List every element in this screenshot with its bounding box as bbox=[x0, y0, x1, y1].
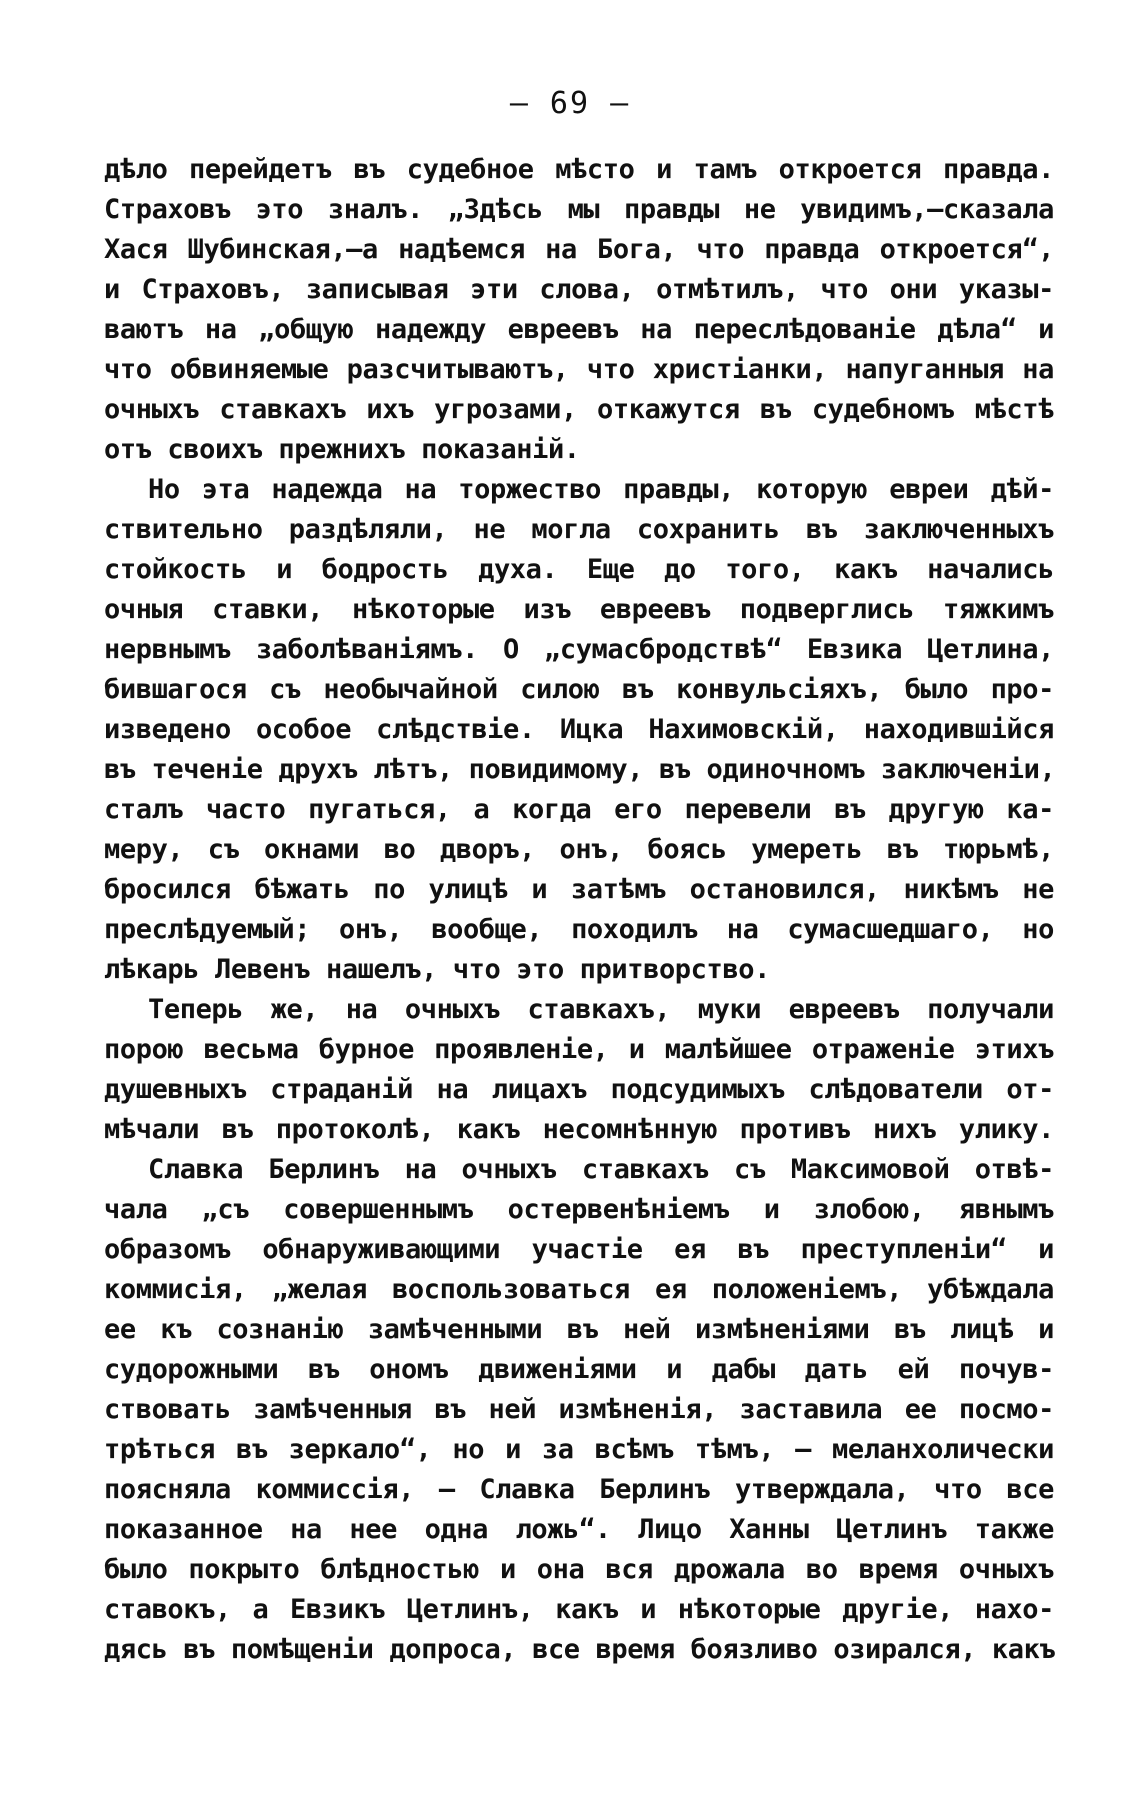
text-line: бросился бѣжать по улицѣ и затѣмъ остановился, никѣмъ не bbox=[104, 874, 1054, 905]
text-line: изведено особое слѣдствіе. Ицка Нахимовскій, находившійся bbox=[104, 714, 1054, 745]
text-line: очныхъ ставкахъ ихъ угрозами, откажутся въ судебномъ мѣстѣ bbox=[104, 394, 1054, 425]
text-line: сталъ часто пугаться, а когда его перевели въ другую ка- bbox=[104, 794, 1054, 825]
text-line: отъ своихъ прежнихъ показаній. bbox=[104, 434, 580, 465]
text-line: поясняла коммиссія, — Славка Берлинъ утверждала, что все bbox=[104, 1474, 1054, 1505]
text-line: дясь въ помѣщеніи допроса, все время боязливо озирался, какъ bbox=[104, 1634, 1056, 1665]
text-line: душевныхъ страданій на лицахъ подсудимыхъ слѣдователи от- bbox=[104, 1074, 1054, 1105]
text-line: коммисія, „желая воспользоваться ея положеніемъ, убѣждала bbox=[104, 1274, 1054, 1305]
text-line: дѣло перейдетъ въ судебное мѣсто и тамъ откроется правда. bbox=[104, 154, 1054, 185]
text-line: Но эта надежда на торжество правды, которую евреи дѣй- bbox=[148, 474, 1054, 505]
text-line: образомъ обнаруживающими участіе ея въ преступленіи“ и bbox=[104, 1234, 1054, 1265]
text-line: Страховъ это зналъ. „Здѣсь мы правды не увидимъ,—сказала bbox=[104, 194, 1054, 225]
text-line: Славка Берлинъ на очныхъ ставкахъ съ Максимовой отвѣ- bbox=[148, 1154, 1054, 1185]
text-line: мѣчали въ протоколѣ, какъ несомнѣнную противъ нихъ улику. bbox=[104, 1114, 1054, 1145]
text-line: ставокъ, а Евзикъ Цетлинъ, какъ и нѣкоторые другіе, нахо- bbox=[104, 1594, 1054, 1625]
text-line: чала „съ совершеннымъ остервенѣніемъ и злобою, явнымъ bbox=[104, 1194, 1054, 1225]
text-line: показанное на нее одна ложь“. Лицо Ханны Цетлинъ также bbox=[104, 1514, 1054, 1545]
text-line: преслѣдуемый; онъ, вообще, походилъ на сумасшедшаго, но bbox=[104, 914, 1054, 945]
text-line: ее къ сознанію замѣченными въ ней измѣненіями въ лицѣ и bbox=[104, 1314, 1054, 1345]
text-line: порою весьма бурное проявленіе, и малѣйшее отраженіе этихъ bbox=[104, 1034, 1054, 1065]
text-line: и Страховъ, записывая эти слова, отмѣтилъ, что они указы- bbox=[104, 274, 1054, 305]
text-line: ваютъ на „общую надежду евреевъ на переслѣдованіе дѣла“ и bbox=[104, 314, 1054, 345]
text-line: Теперь же, на очныхъ ставкахъ, муки евреевъ получали bbox=[148, 994, 1054, 1025]
text-line: меру, съ окнами во дворъ, онъ, боясь умереть въ тюрьмѣ, bbox=[104, 834, 1054, 865]
body-text bbox=[104, 150, 1054, 1670]
text-line: трѣться въ зеркало“, но и за всѣмъ тѣмъ, — меланхолически bbox=[104, 1434, 1054, 1465]
text-line: очныя ставки, нѣкоторые изъ евреевъ подверглись тяжкимъ bbox=[104, 594, 1054, 625]
text-line: было покрыто блѣдностью и она вся дрожала во время очныхъ bbox=[104, 1554, 1054, 1585]
text-line: стойкость и бодрость духа. Еще до того, какъ начались bbox=[104, 554, 1054, 585]
page-number: — 69 — bbox=[509, 86, 631, 121]
text-line: судорожными въ ономъ движеніями и дабы дать ей почув- bbox=[104, 1354, 1054, 1385]
text-line: въ теченіе друхъ лѣтъ, повидимому, въ одиночномъ заключеніи, bbox=[104, 754, 1056, 785]
text-line: ствительно раздѣляли, не могла сохранить въ заключенныхъ bbox=[104, 514, 1054, 545]
text-line: что обвиняемые разсчитываютъ, что христіанки, напуганныя на bbox=[104, 354, 1054, 385]
text-line: ствовать замѣченныя въ ней измѣненія, заставила ее посмо- bbox=[104, 1394, 1054, 1425]
text-line: Хася Шубинская,—а надѣемся на Бога, что правда откроется“, bbox=[104, 234, 1054, 265]
text-line: бившагося съ необычайной силою въ конвульсіяхъ, было про- bbox=[104, 674, 1054, 705]
text-line: лѣкарь Левенъ нашелъ, что это притворство. bbox=[104, 954, 770, 985]
text-line: нервнымъ заболѣваніямъ. О „сумасбродствѣ“ Евзика Цетлина, bbox=[104, 634, 1054, 665]
